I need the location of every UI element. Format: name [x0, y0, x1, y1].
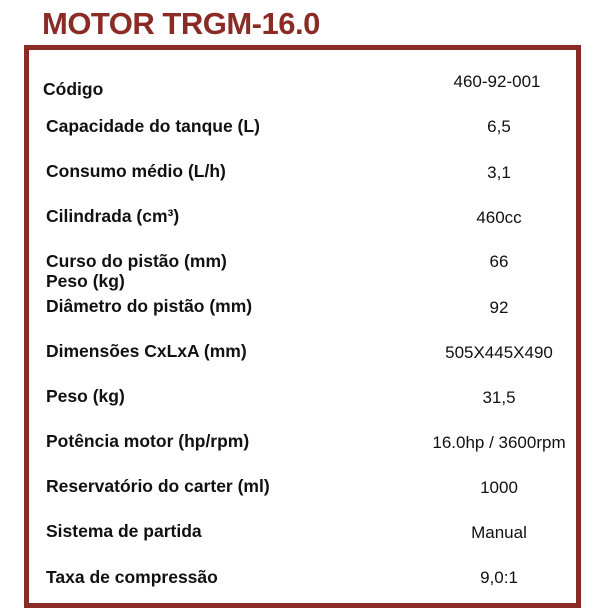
spec-row-cilindrada: [29, 206, 576, 246]
spec-value: 3,1: [487, 163, 511, 182]
spec-value: 460cc: [476, 208, 522, 227]
spec-row-peso: [29, 386, 576, 426]
spec-label-line2: Peso (kg): [46, 271, 125, 291]
spec-value: 1000: [480, 478, 518, 497]
spec-row-dimensoes: [29, 341, 576, 381]
spec-row-diametro: [29, 296, 576, 336]
spec-label: Capacidade do tanque (L): [46, 116, 260, 136]
spec-table: [24, 45, 581, 608]
spec-label: Diâmetro do pistão (mm): [46, 296, 253, 316]
spec-label: Curso do pistão (mm): [46, 251, 227, 271]
spec-row-compressao: [29, 566, 576, 606]
spec-label: Taxa de compressão: [46, 567, 218, 587]
spec-label: Potência motor (hp/rpm): [46, 431, 250, 451]
spec-row-reservatorio: [29, 476, 576, 516]
spec-row-consumo: [29, 161, 576, 201]
spec-value: 92: [489, 298, 509, 317]
spec-row-capacidade: [29, 116, 576, 156]
spec-label: Peso (kg): [46, 386, 125, 406]
spec-label: Código: [43, 79, 104, 99]
spec-label: Consumo médio (L/h): [46, 161, 226, 181]
spec-label: Dimensões CxLxA (mm): [46, 341, 247, 361]
spec-label: Reservatório do carter (ml): [46, 476, 270, 496]
spec-value: 505X445X490: [445, 343, 553, 362]
spec-value: 9,0:1: [480, 568, 518, 587]
spec-value: 31,5: [482, 388, 516, 407]
spec-value: 16.0hp / 3600rpm: [432, 433, 566, 452]
spec-title: MOTOR TRGM-16.0: [42, 6, 320, 41]
spec-row-codigo: [29, 72, 576, 116]
spec-row-potencia: [29, 431, 576, 471]
spec-row-curso: [29, 251, 576, 295]
spec-row-partida: [29, 521, 576, 561]
spec-label: Cilindrada (cm³): [46, 206, 180, 226]
spec-value: 66: [489, 252, 509, 271]
spec-value: 460-92-001: [453, 72, 541, 91]
spec-value: 6,5: [487, 117, 511, 136]
spec-label: Sistema de partida: [46, 521, 202, 541]
spec-value: Manual: [471, 523, 527, 542]
